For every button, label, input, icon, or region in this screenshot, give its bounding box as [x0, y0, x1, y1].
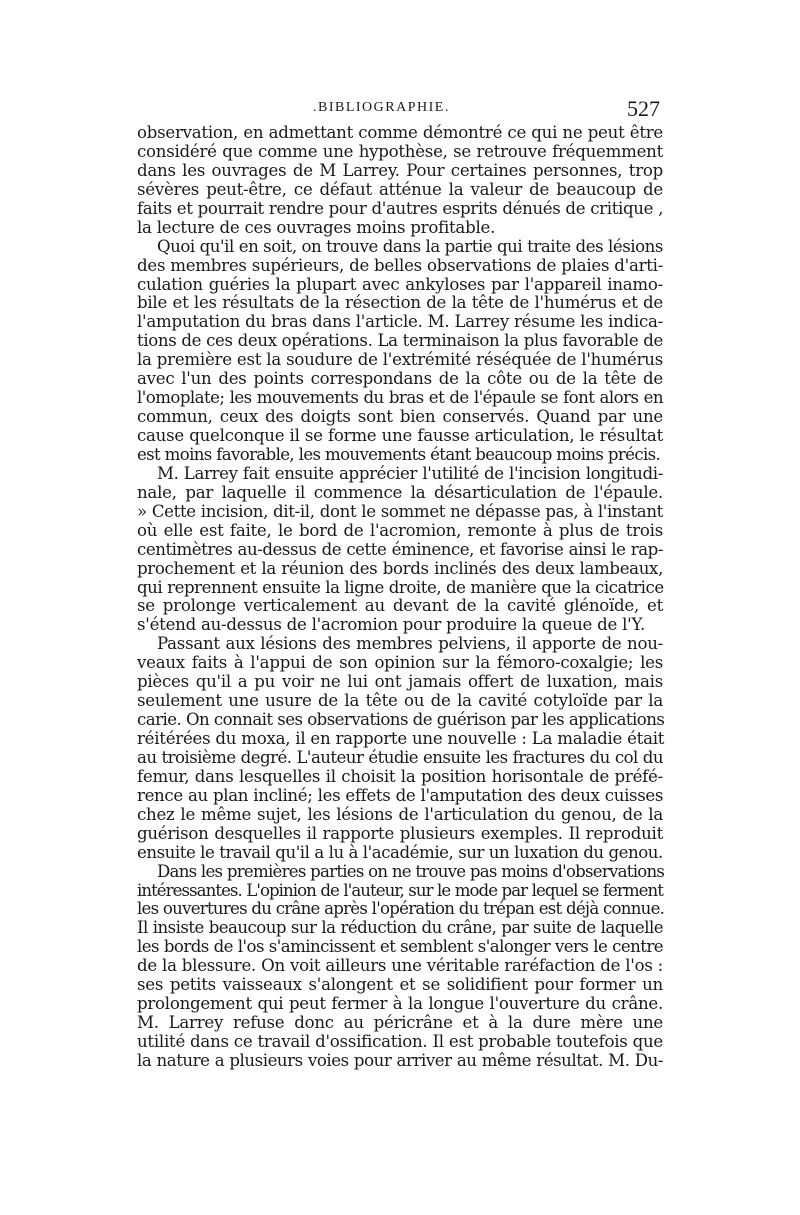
body-text: [137, 124, 663, 1071]
text-line: carie. On connait ses observations de guérison par les applications: [137, 710, 665, 730]
text-line: commun, ceux des doigts sont bien conservés. Quand par une: [137, 407, 663, 427]
text-line: faits et pourrait rendre pour d'autres esprits dénués de critique ,: [137, 198, 663, 218]
text-line: rence au plan incliné; les effets de l'amputation des deux cuisses: [137, 785, 663, 805]
text-line: de la blessure. On voit ailleurs une véritable raréfaction de l'os :: [137, 956, 663, 976]
text-line: cause quelconque il se forme une fausse articulation, le résultat: [137, 426, 663, 445]
text-line: sévères peut-être, ce défaut atténue la valeur de beaucoup de: [137, 179, 663, 199]
text-line: qui reprennent ensuite la ligne droite, de manière que la cicatrice: [137, 577, 664, 597]
text-line: femur, dans lesquelles il choisit la position horisontale de préfé-: [137, 766, 663, 786]
text-line: avec l'un des points correspondans de la côte ou de la tête de: [137, 369, 663, 389]
text-line: dans les ouvrages de M Larrey. Pour certaines personnes, trop: [137, 160, 663, 180]
running-title: .BIBLIOGRAPHIE.: [313, 100, 450, 115]
text-line: où elle est faite, le bord de l'acromion, remonte à plus de trois: [137, 520, 663, 540]
running-head: [137, 98, 660, 124]
text-line: prolongement qui peut fermer à la longue l'ouverture du crâne.: [137, 994, 663, 1014]
text-line: pièces qu'il a pu voir ne lui ont jamais offert de luxation, mais: [137, 672, 663, 692]
text-line: Dans les premières parties on ne trouve pas moins d'observations: [157, 861, 665, 881]
text-line: les ouvertures du crâne après l'opération du trépan est déjà connue.: [137, 899, 665, 919]
text-line: ensuite le travail qu'il a lu à l'académie, sur un luxation du genou.: [137, 842, 663, 862]
text-line: utilité dans ce travail d'ossification. Il est probable toutefois que: [137, 1032, 663, 1051]
text-line: observation, en admettant comme démontré ce qui ne peut être: [137, 123, 663, 142]
text-line: prochement et la réunion des bords inclinés des deux lambeaux,: [137, 558, 663, 578]
text-line: intéressantes. L'opinion de l'auteur, sur le mode par lequel se ferment: [137, 880, 663, 900]
text-line: considéré que comme une hypothèse, se retrouve fréquemment: [137, 141, 663, 161]
text-line: centimètres au-dessus de cette éminence, et favorise ainsi le rap-: [137, 539, 663, 559]
text-line: bile et les résultats de la résection de la tête de l'humérus et de: [137, 293, 663, 313]
text-line: réitérées du moxa, il en rapporte une nouvelle : La maladie était: [137, 729, 665, 748]
text-line: culation guéries la plupart avec ankyloses par l'appareil inamo-: [137, 274, 663, 294]
text-line: au troisième degré. L'auteur étudie ensuite les fractures du col du: [137, 747, 663, 767]
text-line: les bords de l'os s'amincissent et semblent s'alonger vers le centre: [137, 937, 663, 957]
text-line: ses petits vaisseaux s'alongent et se solidifient pour former un: [137, 975, 663, 995]
text-line: tions de ces deux opérations. La terminaison la plus favorable de: [137, 331, 663, 351]
text-line: Il insiste beaucoup sur la réduction du crâne, par suite de laquelle: [137, 918, 663, 938]
text-line: l'amputation du bras dans l'article. M. Larrey résume les indica-: [137, 312, 663, 332]
text-line: la lecture de ces ouvrages moins profitable.: [137, 217, 496, 237]
text-line: chez le même sujet, les lésions de l'articulation du genou, de la: [137, 804, 663, 824]
text-line: se prolonge verticalement au devant de la cavité glénoïde, et: [137, 596, 663, 616]
text-line: Quoi qu'il en soit, on trouve dans la partie qui traite des lésions: [157, 236, 663, 256]
text-line: M. Larrey refuse donc au péricrâne et à la dure mère une: [137, 1013, 663, 1033]
text-line: M. Larrey fait ensuite apprécier l'utilité de l'incision longitudi-: [157, 463, 663, 483]
text-line: s'étend au-dessus de l'acromion pour produire la queue de l'Y.: [137, 615, 646, 635]
text-line: Passant aux lésions des membres pelviens, il apporte de nou-: [157, 634, 663, 654]
page-number: 527: [627, 96, 660, 121]
text-line: nale, par laquelle il commence la désarticulation de l'épaule.: [137, 482, 663, 502]
text-line: veaux faits à l'appui de son opinion sur la fémoro-coxalgie; les: [137, 653, 663, 673]
text-line: » Cette incision, dit-il, dont le sommet ne dépasse pas, à l'instant: [137, 501, 663, 521]
text-line: la nature a plusieurs voies pour arriver au même résultat. M. Du-: [137, 1050, 663, 1070]
text-line: la première est la soudure de l'extrémité réséquée de l'humérus: [137, 350, 663, 370]
text-line: guérison desquelles il rapporte plusieurs exemples. Il reproduit: [137, 823, 663, 843]
text-line: seulement une usure de la tête ou de la cavité cotyloïde par la: [137, 691, 663, 711]
text-line: l'omoplate; les mouvements du bras et de l'épaule se font alors en: [137, 388, 663, 408]
text-line: des membres supérieurs, de belles observations de plaies d'arti-: [137, 255, 664, 275]
text-line: est moins favorable, les mouvements étant beaucoup moins précis.: [137, 444, 661, 464]
